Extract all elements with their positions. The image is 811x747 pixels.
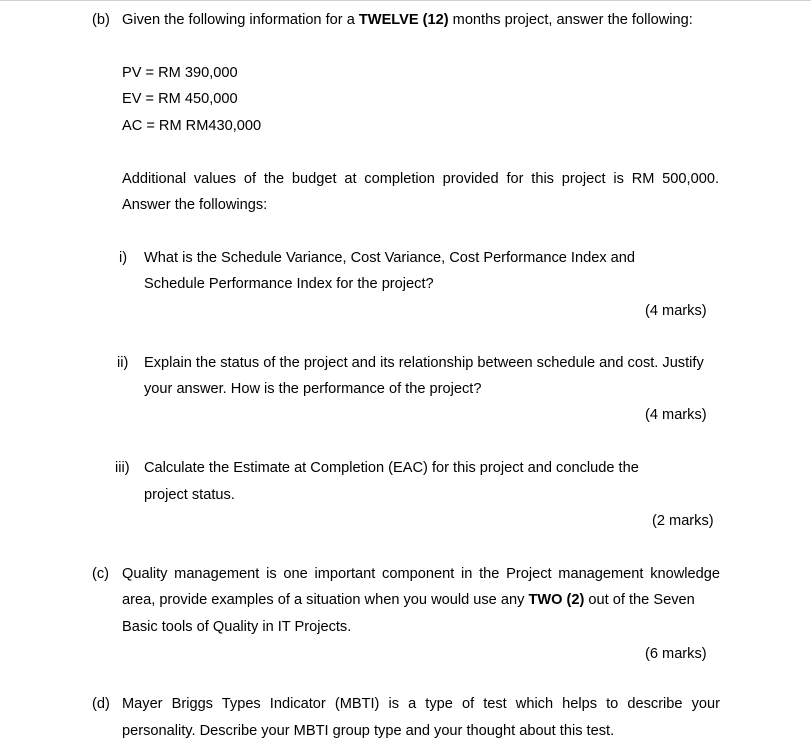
- question-i-line1: What is the Schedule Variance, Cost Variance, Cost Performance Index and: [144, 250, 636, 266]
- part-c-label: (c): [92, 566, 110, 582]
- answer-followings: Answer the followings:: [122, 197, 268, 213]
- part-b-intro: Given the following information for a TWELVE (12) months project, answer the following:: [122, 12, 693, 28]
- part-c-line1: Quality management is one important component in the Project management knowledge: [122, 566, 720, 582]
- question-ii-marks: (4 marks): [645, 407, 707, 423]
- part-d-line1: Mayer Briggs Types Indicator (MBTI) is a type of test which helps to describe your: [122, 696, 720, 712]
- ac-value: AC = RM RM430,000: [122, 118, 262, 134]
- part-c-line3: Basic tools of Quality in IT Projects.: [122, 619, 352, 635]
- question-i-number: i): [119, 250, 128, 266]
- question-iii-line2: project status.: [144, 487, 235, 503]
- question-iii-marks: (2 marks): [652, 513, 714, 529]
- question-iii-line1: Calculate the Estimate at Completion (EAC) for this project and conclude the: [144, 460, 639, 476]
- part-d-line2: personality. Describe your MBTI group type and your thought about this test.: [122, 723, 615, 739]
- question-iii-number: iii): [115, 460, 130, 476]
- page-top-border: [0, 0, 811, 1]
- question-ii-line1: Explain the status of the project and its relationship between schedule and cost. Justify: [144, 355, 704, 371]
- question-i-line2: Schedule Performance Index for the project?: [144, 276, 434, 292]
- question-i-marks: (4 marks): [645, 303, 707, 319]
- part-b-label: (b): [92, 12, 110, 28]
- part-c-marks: (6 marks): [645, 646, 707, 662]
- question-ii-line2: your answer. How is the performance of the project?: [144, 381, 482, 397]
- bac-statement: Additional values of the budget at completion provided for this project is RM 500,000.: [122, 171, 719, 187]
- pv-value: PV = RM 390,000: [122, 65, 238, 81]
- ev-value: EV = RM 450,000: [122, 91, 238, 107]
- part-d-label: (d): [92, 696, 110, 712]
- question-ii-number: ii): [117, 355, 129, 371]
- part-c-line2: area, provide examples of a situation when you would use any TWO (2) out of the Seven: [122, 592, 695, 608]
